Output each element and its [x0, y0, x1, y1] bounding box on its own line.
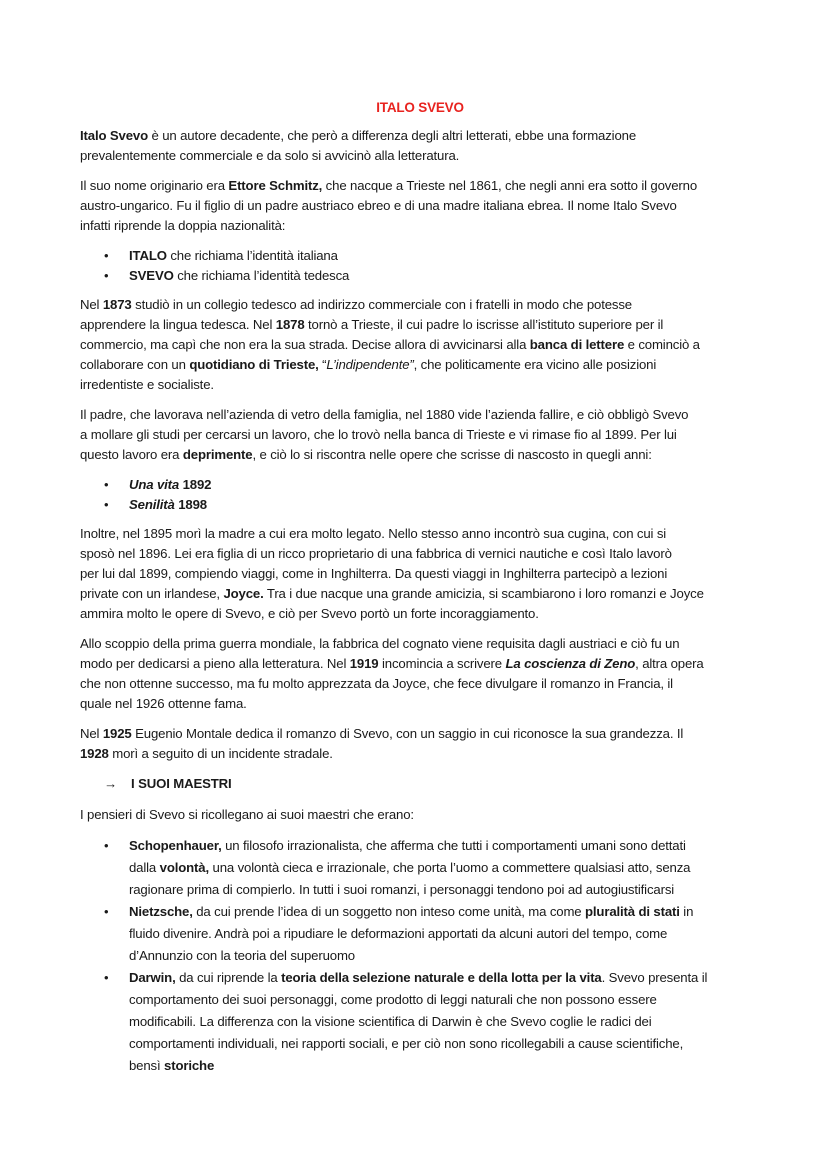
paragraph: [80, 524, 760, 624]
bullet-list: [80, 835, 760, 1077]
section-heading: [104, 774, 760, 794]
text-run: “: [318, 357, 327, 372]
bold-text: deprimente: [182, 447, 253, 462]
bold-text: Ettore Schmitz,: [228, 178, 323, 193]
paragraph: [80, 295, 760, 395]
text-run: e cominciò a collaborare con un: [80, 337, 700, 372]
text-run: Inoltre, nel 1895 morì la madre a cui era molto legato. Nello stesso anno incontrò sua cugina, con cui si sposò nel 1896. Lei era figlia di un ricco proprietario di una fabbrica di vernici nautiche e così Italo lavorò per lui dal 1899, compiendo viaggi, come in Inghilterra. Da questi viaggi in Inghilterra partecipò a lezioni private con un irlandese,: [80, 526, 672, 601]
paragraph: [80, 126, 760, 166]
text-run: tornò a Trieste, il cui padre lo iscrisse all’istituto superiore per il commercio, ma capì che non era la sua strada. Decise allora di avvicinarsi alla: [80, 317, 664, 352]
bold-text: ITALO: [129, 248, 167, 263]
text-run: che richiama l’identità tedesca: [173, 268, 350, 283]
bold-text: storiche: [164, 1058, 215, 1073]
bold-text: Senilità: [129, 497, 175, 512]
bold-text: 1878: [275, 317, 305, 332]
text-run: I pensieri di Svevo si ricollegano ai suoi maestri che erano:: [80, 807, 414, 822]
text-run: Eugenio Montale dedica il romanzo di Svevo, con un saggio in cui riconosce la sua grandezza. Il: [135, 726, 684, 741]
bold-text: banca di lettere: [529, 337, 625, 352]
bold-text: 1892: [179, 477, 212, 492]
text-run: che richiama l’identità italiana: [166, 248, 338, 263]
document-page: [80, 98, 760, 1086]
text-run: . Svevo presenta il comportamento dei suoi personaggi, come prodotto di leggi naturali che non possono essere modificabili. La differenza con la visione scientifica di Darwin è che Svevo coglie le radici dei comportamenti individuali, nei rapporti sociali, e per ciò non sono ricollegabili a cause scientifiche, bensì: [129, 970, 708, 1073]
bold-text: La coscienza di Zeno: [505, 656, 636, 671]
text-run: studiò in un collegio tedesco ad indirizzo commerciale con i fratelli in modo che potesse apprendere la lingua tedesca. Nel: [80, 297, 632, 332]
text-run: da cui prende l’idea di un soggetto non inteso come unità, ma come: [192, 904, 586, 919]
bold-text: Italo Svevo: [80, 128, 148, 143]
bold-text: teoria della selezione naturale e della lotta per la vita: [281, 970, 602, 985]
bold-text: Darwin,: [129, 970, 176, 985]
paragraph: [80, 405, 760, 465]
text-run: che nacque a Trieste nel 1861, che negli anni era sotto il governo austro-ungarico. Fu il figlio di un padre austriaco ebreo e di una madre italiana ebrea. Il nome Italo Svevo infatti riprende la doppia nazionalità:: [80, 178, 698, 233]
bold-text: SVEVO: [129, 268, 174, 283]
text-run: Allo scoppio della prima guerra mondiale, la fabbrica del cognato viene requisita dagli austriaci e ciò fu un modo per dedicarsi a pieno alla letteratura. Nel: [80, 636, 680, 671]
arrow-right-icon: →: [104, 776, 118, 791]
list-item: [80, 495, 760, 515]
bold-text: 1898: [174, 497, 207, 512]
bold-text: Nietzsche,: [129, 904, 193, 919]
section-heading-text: I SUOI MAESTRI: [131, 776, 232, 791]
text-run: Il suo nome originario era: [80, 178, 229, 193]
list-item: [80, 835, 760, 901]
paragraph: [80, 634, 760, 714]
bold-text: Una vita: [129, 477, 180, 492]
list-item: [80, 246, 760, 266]
paragraph: [80, 176, 760, 236]
bullet-list: [80, 246, 760, 286]
bold-text: volontà,: [159, 860, 209, 875]
italic-text: L’indipendente”: [326, 357, 414, 372]
bold-text: pluralità di stati: [585, 904, 680, 919]
bullet-list: [80, 475, 760, 515]
text-run: , che politicamente era vicino alle posizioni irredentiste e socialiste.: [80, 357, 657, 392]
text-run: , altra opera che non ottenne successo, ma fu molto apprezzata da Joyce, che fece divulgare il romanzo in Francia, il quale nel 1926 ottenne fama.: [80, 656, 704, 711]
text-run: Tra i due nacque una grande amicizia, si scambiarono i loro romanzi e Joyce ammira molto le opere di Svevo, e ciò per Svevo portò un forte incoraggiamento.: [80, 586, 704, 621]
document-body: [80, 126, 760, 1077]
document-title: ITALO SVEVO: [376, 100, 464, 115]
bold-text: quotidiano di Trieste,: [189, 357, 319, 372]
list-item: [80, 475, 760, 495]
text-run: Il padre, che lavorava nell’azienda di vetro della famiglia, nel 1880 vide l’azienda fallire, e ciò obbligò Svevo a mollare gli studi per cercarsi un lavoro, che lo trovò nella banca di Trieste e vi rimase fio al 1899. Per lui questo lavoro era: [80, 407, 689, 462]
list-item: [80, 266, 760, 286]
text-run: un filosofo irrazionalista, che afferma che tutti i comportamenti umani sono dettati dalla: [129, 838, 686, 875]
text-run: in fluido divenire. Andrà poi a ripudiare le deformazioni apportati da alcuni autori del tempo, come d’Annunzio con la teoria del superuomo: [129, 904, 694, 963]
bold-text: 1928: [80, 746, 109, 761]
text-run: Nel: [80, 297, 103, 312]
bold-text: Joyce.: [223, 586, 264, 601]
paragraph: [80, 805, 760, 825]
list-item: [80, 901, 760, 967]
text-run: incomincia a scrivere: [378, 656, 506, 671]
bold-text: Schopenhauer,: [129, 838, 222, 853]
bold-text: 1925: [102, 726, 132, 741]
bold-text: 1919: [349, 656, 379, 671]
paragraph: [80, 724, 760, 764]
text-run: Nel: [80, 726, 103, 741]
text-run: una volontà cieca e irrazionale, che porta l’uomo a commettere qualsiasi atto, senza ragionare prima di compierlo. In tutti i suoi romanzi, i personaggi tendono poi ad autogiustificarsi: [129, 860, 691, 897]
bold-text: 1873: [102, 297, 132, 312]
text-run: è un autore decadente, che però a differenza degli altri letterati, ebbe una formazione prevalentemente commerciale e da solo si avvicinò alla letteratura.: [80, 128, 636, 163]
text-run: , e ciò lo si riscontra nelle opere che scrisse di nascosto in quegli anni:: [252, 447, 652, 462]
text-run: morì a seguito di un incidente stradale.: [108, 746, 333, 761]
list-item: [80, 967, 760, 1077]
text-run: da cui riprende la: [175, 970, 282, 985]
